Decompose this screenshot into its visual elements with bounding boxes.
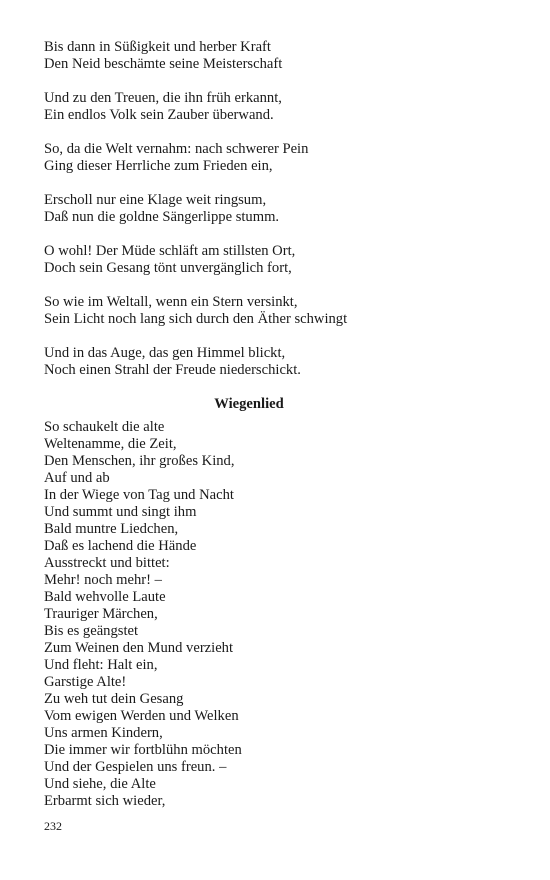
stanza-7 — [44, 345, 464, 379]
verse-line: Und der Gespielen uns freun. – — [44, 759, 227, 775]
verse-line: Und summt und singt ihm — [44, 504, 197, 520]
wiegenlied-text — [44, 419, 464, 810]
poem-title: Wiegenlied — [214, 396, 284, 412]
stanza-2 — [44, 90, 464, 124]
verse-line: Zu weh tut dein Gesang — [44, 691, 184, 707]
stanza-6 — [44, 294, 464, 328]
verse-line: Und in das Auge, das gen Himmel blickt, — [44, 345, 286, 361]
verse-line: So schaukelt die alte — [44, 419, 165, 435]
verse-line: O wohl! Der Müde schläft am stillsten Ort, — [44, 243, 296, 259]
verse-line: Daß es lachend die Hände — [44, 538, 197, 554]
stanza-1 — [44, 39, 464, 73]
verse-line: Und zu den Treuen, die ihn früh erkannt, — [44, 90, 282, 106]
verse-line: Erscholl nur eine Klage weit ringsum, — [44, 192, 267, 208]
verse-line: Erbarmt sich wieder, — [44, 793, 166, 809]
page-number: 232 — [44, 819, 62, 833]
verse-line: Bald wehvolle Laute — [44, 589, 166, 605]
stanza-4 — [44, 192, 464, 226]
verse-line: Bald muntre Liedchen, — [44, 521, 179, 537]
verse-line: Weltenamme, die Zeit, — [44, 436, 177, 452]
verse-line: Auf und ab — [44, 470, 110, 486]
verse-line: Mehr! noch mehr! – — [44, 572, 162, 588]
stanza-3 — [44, 141, 464, 175]
verse-line: So, da die Welt vernahm: nach schwerer Pein — [44, 141, 309, 157]
verse-line: Daß nun die goldne Sängerlippe stumm. — [44, 209, 280, 225]
verse-line: In der Wiege von Tag und Nacht — [44, 487, 234, 503]
verse-line: Uns armen Kindern, — [44, 725, 163, 741]
verse-line: Sein Licht noch lang sich durch den Äther schwingt — [44, 311, 348, 327]
page-text — [44, 39, 464, 827]
verse-line: Noch einen Strahl der Freude niederschickt. — [44, 362, 301, 378]
verse-line: Ging dieser Herrliche zum Frieden ein, — [44, 158, 273, 174]
verse-line: Bis es geängstet — [44, 623, 139, 639]
stanza-5 — [44, 243, 464, 277]
verse-line: Die immer wir fortblühn möchten — [44, 742, 242, 758]
verse-line: Ausstreckt und bittet: — [44, 555, 170, 571]
verse-line: Ein endlos Volk sein Zauber überwand. — [44, 107, 274, 123]
verse-line: So wie im Weltall, wenn ein Stern versinkt, — [44, 294, 298, 310]
verse-line: Den Menschen, ihr großes Kind, — [44, 453, 235, 469]
verse-line: Vom ewigen Werden und Welken — [44, 708, 239, 724]
verse-line: Den Neid beschämte seine Meisterschaft — [44, 56, 283, 72]
verse-line: Trauriger Märchen, — [44, 606, 158, 622]
verse-line: Doch sein Gesang tönt unvergänglich fort, — [44, 260, 292, 276]
verse-line: Garstige Alte! — [44, 674, 127, 690]
verse-line: Zum Weinen den Mund verzieht — [44, 640, 234, 656]
verse-line: Bis dann in Süßigkeit und herber Kraft — [44, 39, 271, 55]
verse-line: Und siehe, die Alte — [44, 776, 156, 792]
verse-line: Und fleht: Halt ein, — [44, 657, 158, 673]
